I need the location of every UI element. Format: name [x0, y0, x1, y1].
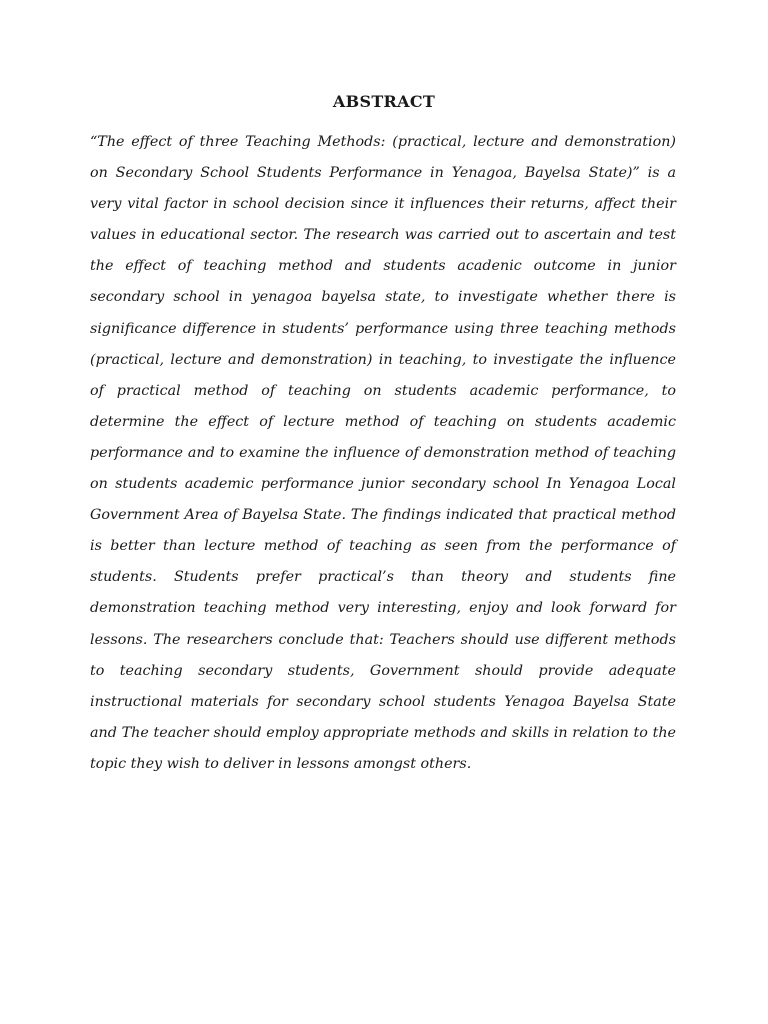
abstract-heading: ABSTRACT	[332, 92, 436, 111]
abstract-paragraph: “The effect of three Teaching Methods: (practical, lecture and demonstration) on Secondary School Students Performance in Yenagoa, Bayelsa State)” is a very vital factor in school decision since it influences their returns, affect their values in educational sector. The research was carried out to ascertain and test the effect of teaching method and students acadenic outcome in junior secondary school in yenagoa bayelsa state, to investigate whether there is significance difference in students’ performance using three teaching methods (practical, lecture and demonstration) in teaching, to investigate the influence of practical method of teaching on students academic performance, to determine the effect of lecture method of teaching on students academic performance and to examine the influence of demonstration method of teaching on students academic performance junior secondary school In Yenagoa Local Government Area of Bayelsa State. The findings indicated that practical method is better than lecture method of teaching as seen from the performance of students. Students prefer practical’s than theory and students fine demonstration teaching method very interesting, enjoy and look forward for lessons. The researchers conclude that: Teachers should use different methods to teaching secondary students, Government should provide adequate instructional materials for secondary school students Yenagoa Bayelsa State and The teacher should employ appropriate methods and skills in relation to the topic they wish to deliver in lessons amongst others.	[90, 134, 676, 772]
